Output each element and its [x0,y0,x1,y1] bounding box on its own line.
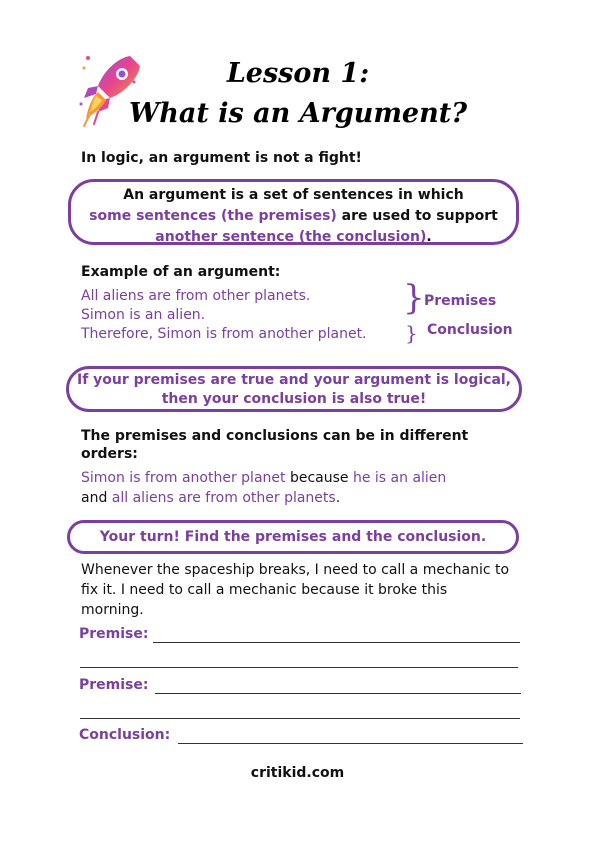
definition-box [68,179,519,245]
definition-line2 [71,206,516,227]
page-title-line2: What is an Argument? [128,98,468,129]
orders-conclusion: Simon is from another planet [81,470,286,486]
premise-answer-line-1[interactable] [153,642,520,643]
example-line: Therefore, Simon is from another planet. [81,326,367,342]
example-line: Simon is an alien. [81,307,206,323]
orders-connector: because [285,470,353,486]
orders-period: . [335,490,341,506]
orders-and: and [81,490,112,506]
orders-title: The premises and conclusions can be in different orders: [81,428,469,462]
premises-label: Premises [424,293,497,309]
conclusion-label-answer: Conclusion: [79,727,171,743]
rule-line2: then your conclusion is also true! [161,391,427,407]
definition-line3 [71,227,516,248]
exercise-story: Whenever the spaceship breaks, I need to call a mechanic to fix it. I need to call a mechanic because it broke this morning. [81,562,510,618]
footer-site: critikid.com [250,765,345,781]
premise-label-2: Premise: [79,677,149,693]
definition-conclusion-phrase: another sentence (the conclusion) [155,229,427,245]
definition-middle: are used to support [336,208,498,224]
example-title: Example of an argument: [81,264,281,280]
exercise-banner: Your turn! Find the premises and the conclusion. [67,520,519,554]
conclusion-label: Conclusion [427,322,513,338]
rule-box [66,366,522,412]
intro-text: In logic, an argument is not a fight! [81,150,362,166]
premise-label-1: Premise: [79,626,149,642]
example-line: All aliens are from other planets. [81,288,311,304]
orders-premise-1: he is an alien [352,470,447,486]
premise-answer-line-1b[interactable] [80,667,518,668]
page-title-line1: Lesson 1: [226,58,370,89]
premise-answer-line-2b[interactable] [80,718,520,719]
conclusion-brace: } [405,321,418,345]
premise-answer-line-2[interactable] [155,693,521,694]
premises-brace: } [403,278,425,318]
conclusion-answer-line[interactable] [178,743,523,744]
orders-example [81,468,511,508]
definition-line1: An argument is a set of sentences in which [123,187,464,203]
example-lines [81,287,367,344]
orders-premise-2: all aliens are from other planets [111,490,336,506]
rule-line1: If your premises are true and your argument is logical, [76,372,512,388]
definition-end: . [426,229,432,245]
definition-premises-phrase: some sentences (the premises) [89,208,337,224]
